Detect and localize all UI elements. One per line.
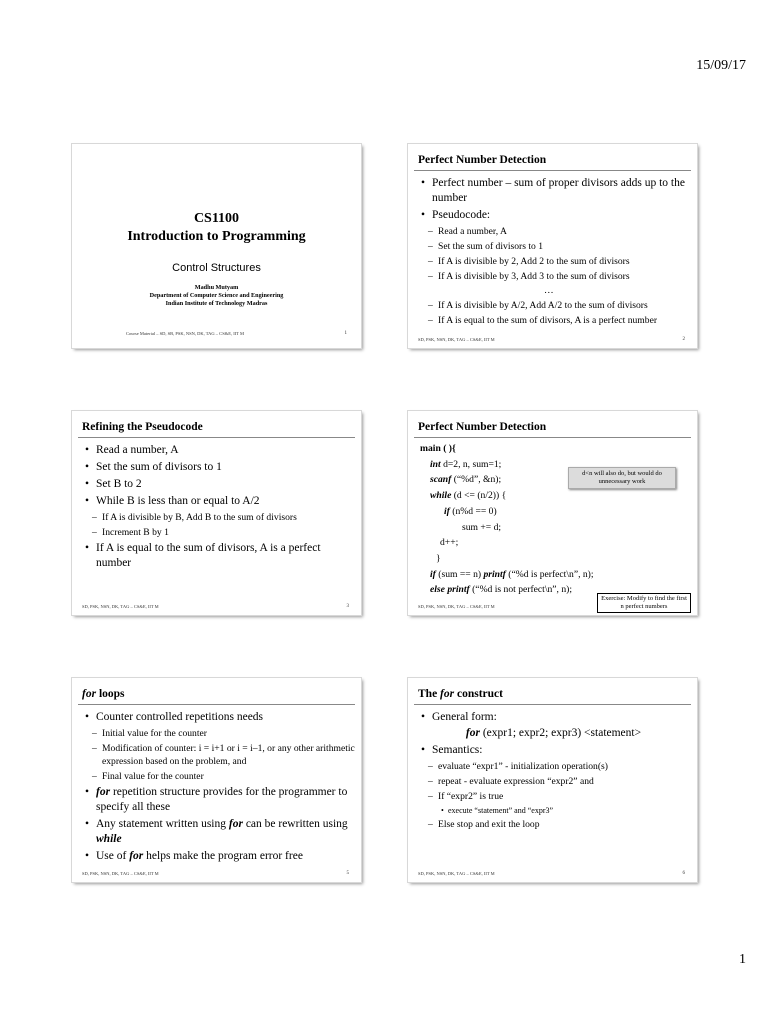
sub-bullet: – If A is divisible by B, Add B to the sum of divisors [80,511,355,524]
slide-title: The for construct [418,688,503,700]
bullet: • Any statement written using for can be rewritten using while [80,817,355,847]
bullet: • While B is less than or equal to A/2 [80,494,355,509]
slide-2 [408,144,697,348]
slide-number: 1 [344,331,347,336]
slide-number: 5 [346,871,349,876]
bullet: • If A is equal to the sum of divisors, A is a perfect number [80,541,355,571]
slide-1 [72,144,361,348]
code-line: if (sum == n) printf (“%d is perfect\n”, n); [430,568,594,580]
sub-bullet: – evaluate “expr1” - initialization operation(s) [416,760,691,773]
bullet: • Semantics: [416,743,691,758]
bullet: • General form: [416,710,691,725]
code-line: } [436,552,441,564]
bullet: • Set the sum of divisors to 1 [80,460,355,475]
slide-footer: Course Material – SD, SB, PSK, NSN, DK, TAG – CS&E, IIT M [126,331,244,336]
sub-bullet: – If A is divisible by A/2, Add A/2 to the sum of divisors [416,299,691,312]
slide-number: 6 [682,871,685,876]
code-line: main ( ){ [420,443,456,454]
code-line: else printf (“%d is not perfect\n”, n); [430,584,573,596]
callout-note: d<n will also do, but would do unnecessary work [568,467,676,489]
sub-bullet: – Increment B by 1 [80,526,355,539]
page-number: 1 [739,952,746,967]
code-line: d++; [440,537,459,549]
sub-bullet: – If A is equal to the sum of divisors, A is a perfect number [416,314,691,327]
slide-number: 3 [346,604,349,609]
bullet: • Set B to 2 [80,477,355,492]
bullet: • Counter controlled repetitions needs [80,710,355,725]
sub-bullet: – Modification of counter: i = i+1 or i = i–1, or any other arithmetic expression based on the problem, and [80,742,355,768]
sub-bullet: – Read a number, A [416,225,691,238]
slide-title: Perfect Number Detection [418,421,547,433]
slide-3 [72,411,361,615]
title-divider [414,170,691,171]
exercise-box: Exercise: Modify to find the first n perfect numbers [597,593,691,613]
slide-6 [408,678,697,882]
title-divider [78,437,355,438]
general-form: for (expr1; expr2; expr3) <statement> [465,727,642,739]
title-divider [414,437,691,438]
code-line: scanf (“%d”, &n); [430,474,502,486]
bullet: • Use of for helps make the program error free [80,849,355,864]
slide-footer: SD, PSK, NSN, DK, TAG – CS&E, IIT M [418,604,495,609]
sub-bullet: – Initial value for the counter [80,727,355,740]
slide-footer: SD, PSK, NSN, DK, TAG – CS&E, IIT M [82,604,159,609]
code-line: if (n%d == 0) [444,505,497,517]
slide-footer: SD, PSK, NSN, DK, TAG – CS&E, IIT M [418,337,495,342]
slide-footer: SD, PSK, NSN, DK, TAG – CS&E, IIT M [82,871,159,876]
title-divider [414,704,691,705]
code-line: int d=2, n, sum=1; [430,458,502,470]
code-line: while (d <= (n/2)) { [430,490,507,502]
slide-title: for loops [82,688,125,700]
code-line: sum += d; [462,521,502,533]
sub-bullet: – Final value for the counter [80,770,355,783]
author-block: Madhu Mutyam Department of Computer Science and Engineering Indian Institute of Technology Madras [149,284,284,307]
sub-bullet: – If A is divisible by 3, Add 3 to the sum of divisors [416,270,691,283]
bullet: • for repetition structure provides for the programmer to specify all these [80,785,355,815]
sub-bullet: – repeat - evaluate expression “expr2” and [416,775,691,788]
title-divider [78,704,355,705]
bullet: • Pseudocode: [416,208,691,223]
code-block [420,441,594,598]
sub-bullet: – Set the sum of divisors to 1 [416,240,691,253]
slide-footer: SD, PSK, NSN, DK, TAG – CS&E, IIT M [418,871,495,876]
slide-title: CS1100 Introduction to Programming [127,211,306,244]
bullet: • Read a number, A [80,443,355,458]
sub-bullet: – If “expr2” is true [416,790,691,803]
ellipsis: … [544,285,554,296]
slide-title: Refining the Pseudocode [82,421,203,433]
sub-bullet: – If A is divisible by 2, Add 2 to the sum of divisors [416,255,691,268]
slide-title: Perfect Number Detection [418,154,547,166]
sub-bullet: – Else stop and exit the loop [416,818,691,831]
slide-4 [408,411,697,615]
bullet: • Perfect number – sum of proper divisors adds up to the number [416,176,691,206]
page-date: 15/09/17 [696,58,746,73]
slide-number: 2 [682,337,685,342]
slide-5 [72,678,361,882]
slide-subtitle: Control Structures [172,262,261,274]
sub-sub-bullet: • execute “statement” and “expr3” [416,805,691,816]
